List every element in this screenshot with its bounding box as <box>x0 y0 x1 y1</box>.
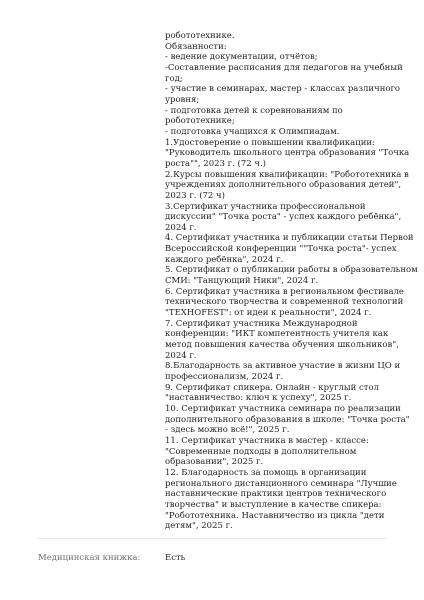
description-line: "наставничество: ключ к успеху", 2025 г. <box>165 393 352 404</box>
description-line: каждого ребёнка", 2024 г. <box>165 254 284 265</box>
description-line: регионального дистанционного семинара "Лучшие <box>165 478 397 489</box>
description-line: роста"", 2023 г. (72 ч.) <box>165 158 266 169</box>
description-line: уровня; <box>165 94 200 105</box>
description-line: -Составление расписания для педагогов на учебный <box>165 62 403 73</box>
description-line: 3.Сертификат участника профессиональной <box>165 201 366 212</box>
description-line: дополнительного образования в школе: "Точка роста" <box>165 414 410 425</box>
description-line: 12. Благодарность за помощь в организации <box>165 467 367 478</box>
description-line: 2.Курсы повышения квалификации: "Робототехника в <box>165 169 409 180</box>
description-line: 6. Сертификат участника в региональном фестивале <box>165 286 404 297</box>
description-line: робототехнике; <box>165 116 235 127</box>
description-line: 2023 г. (72 ч) <box>165 190 225 201</box>
description-line: профессионализм, 2024 г. <box>165 372 284 382</box>
description-line: год; <box>165 73 183 84</box>
description-line: - подготовка учащихся к Олимпиадам. <box>165 126 340 137</box>
description-line: робототехнике. <box>165 31 235 41</box>
description-line: Всероссийской конференции ""Точка роста"- успех <box>165 244 397 255</box>
description-line: СМИ: "Танцующий Ники", 2024 г. <box>165 276 319 287</box>
description-line: "TEXHOFEST": от идеи к реальности", 2024 г. <box>165 308 372 319</box>
description-line: 4. Сертификат участника и публикации статьи Первой <box>165 233 414 244</box>
description-line: "Робототехника. Наставничество из цикла "дети <box>165 510 385 521</box>
description-line: 1.Удостоверение о повышении квалификации: <box>165 137 375 148</box>
description-line: 2024 г. <box>165 350 197 361</box>
experience-description <box>165 31 418 532</box>
description-line: 11. Сертификат участника в мастер - классе: <box>165 435 369 446</box>
medical-book-value: Есть <box>165 553 186 563</box>
description-line: "Современные подходы в дополнительном <box>165 446 357 457</box>
description-line: творчества" и выступление в качестве спикера: <box>165 499 382 510</box>
description-line: детям", 2025 г. <box>165 521 233 532</box>
description-line: 2024 г. <box>165 222 197 233</box>
description-line: метод повышения качества обучения школьников", <box>165 340 399 351</box>
description-line: - участие в семинарах, мастер - классах различного <box>165 84 401 95</box>
description-line: - ведение документации, отчётов; <box>165 52 318 63</box>
description-line: 10. Сертификат участника семинара по реализации <box>165 403 401 414</box>
section-divider <box>37 538 387 539</box>
description-line: технического творчества и современной технологий <box>165 297 404 308</box>
description-line: Обязанности: <box>165 41 227 52</box>
description-line: "Руководитель школьного центра образования "Точка <box>165 148 410 159</box>
description-line: наставнические практики центров технического <box>165 489 387 500</box>
medical-book-label: Медицинская книжка: <box>38 553 141 563</box>
description-line: конференции: "ИКТ компетентность учителя как <box>165 329 389 340</box>
description-line: 7. Сертификат участника Международной <box>165 318 358 329</box>
description-line: 8.Благодарность за активное участие в жизни ЦО и <box>165 361 401 372</box>
description-line: - здесь можно всё!", 2025 г. <box>165 425 290 436</box>
description-line: 9. Сертификат спикера. Онлайн - круглый стол <box>165 382 380 393</box>
description-line: 5. Сертификат о публикации работы в образовательном <box>165 265 418 276</box>
description-line: образовании", 2025 г. <box>165 457 264 468</box>
description-line: дискуссии" "Точка роста" - успех каждого ребёнка", <box>165 212 402 223</box>
description-line: - подготовка детей к соревнованиям по <box>165 105 343 116</box>
description-line: учреждениях дополнительного образования детей", <box>165 180 402 191</box>
